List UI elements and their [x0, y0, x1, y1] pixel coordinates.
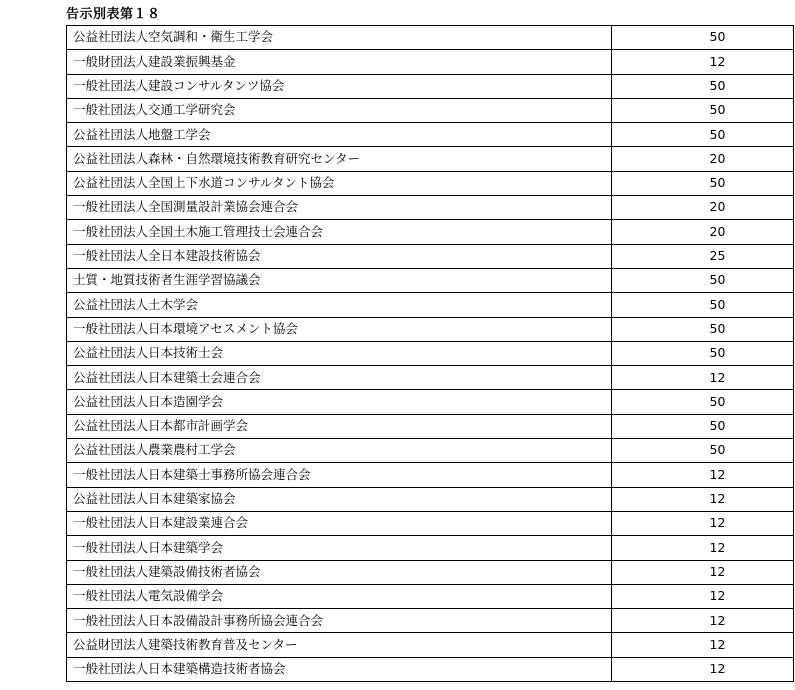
value-cell: 50 — [612, 341, 794, 365]
value-cell: 50 — [612, 317, 794, 341]
value-cell: 50 — [612, 26, 794, 50]
value-cell: 20 — [612, 220, 794, 244]
value-cell: 50 — [612, 293, 794, 317]
organization-name-cell: 一般社団法人日本建設業連合会 — [67, 511, 612, 535]
value-cell: 12 — [612, 657, 794, 681]
organization-name-cell: 公益社団法人土木学会 — [67, 293, 612, 317]
value-cell: 20 — [612, 147, 794, 171]
table-row — [67, 609, 794, 633]
value-cell: 12 — [612, 609, 794, 633]
value-cell: 12 — [612, 366, 794, 390]
table-row — [67, 536, 794, 560]
value-cell: 50 — [612, 171, 794, 195]
organization-name-cell: 公益社団法人全国上下水道コンサルタント協会 — [67, 171, 612, 195]
value-cell: 50 — [612, 98, 794, 122]
value-cell: 12 — [612, 50, 794, 74]
table-row — [67, 633, 794, 657]
table-row — [67, 317, 794, 341]
organization-name-cell: 公益社団法人日本建築家協会 — [67, 487, 612, 511]
table-row — [67, 366, 794, 390]
table-row — [67, 439, 794, 463]
table-row — [67, 171, 794, 195]
organization-name-cell: 公益社団法人地盤工学会 — [67, 123, 612, 147]
organization-name-cell: 一般社団法人日本建築学会 — [67, 536, 612, 560]
organization-name-cell: 一般社団法人電気設備学会 — [67, 584, 612, 608]
table-row — [67, 511, 794, 535]
value-cell: 25 — [612, 244, 794, 268]
table-row — [67, 657, 794, 681]
organization-name-cell: 一般社団法人日本環境アセスメント協会 — [67, 317, 612, 341]
value-cell: 50 — [612, 268, 794, 292]
table-row — [67, 487, 794, 511]
table-caption: 告示別表第１８ — [66, 7, 161, 22]
value-cell: 12 — [612, 487, 794, 511]
organization-name-cell: 一般社団法人全国土木施工管理技士会連合会 — [67, 220, 612, 244]
value-cell: 12 — [612, 560, 794, 584]
organization-name-cell: 一般社団法人交通工学研究会 — [67, 98, 612, 122]
organization-name-cell: 公益社団法人森林・自然環境技術教育研究センター — [67, 147, 612, 171]
table-row — [67, 50, 794, 74]
organization-name-cell: 一般社団法人建設コンサルタンツ協会 — [67, 74, 612, 98]
organization-name-cell: 公益財団法人建築技術教育普及センター — [67, 633, 612, 657]
table-body — [67, 26, 794, 682]
table-row — [67, 123, 794, 147]
table-row — [67, 390, 794, 414]
table-row — [67, 196, 794, 220]
value-cell: 12 — [612, 511, 794, 535]
table-row — [67, 293, 794, 317]
organization-name-cell: 一般社団法人全国測量設計業協会連合会 — [67, 196, 612, 220]
organization-name-cell: 土質・地質技術者生涯学習協議会 — [67, 268, 612, 292]
value-cell: 50 — [612, 390, 794, 414]
value-cell: 12 — [612, 633, 794, 657]
value-cell: 12 — [612, 584, 794, 608]
organization-name-cell: 一般社団法人日本建築構造技術者協会 — [67, 657, 612, 681]
value-cell: 50 — [612, 74, 794, 98]
table-row — [67, 26, 794, 50]
table-row — [67, 74, 794, 98]
table-row — [67, 560, 794, 584]
organization-name-cell: 公益社団法人農業農村工学会 — [67, 439, 612, 463]
organization-name-cell: 一般財団法人建設業振興基金 — [67, 50, 612, 74]
table-row — [67, 244, 794, 268]
value-cell: 50 — [612, 439, 794, 463]
value-cell: 20 — [612, 196, 794, 220]
table-row — [67, 220, 794, 244]
value-cell: 12 — [612, 463, 794, 487]
organization-name-cell: 公益社団法人空気調和・衛生工学会 — [67, 26, 612, 50]
table-row — [67, 147, 794, 171]
value-cell: 12 — [612, 536, 794, 560]
organization-name-cell: 公益社団法人日本建築士会連合会 — [67, 366, 612, 390]
organization-name-cell: 一般社団法人全日本建設技術協会 — [67, 244, 612, 268]
table-row — [67, 98, 794, 122]
table-row — [67, 414, 794, 438]
organization-name-cell: 公益社団法人日本造園学会 — [67, 390, 612, 414]
organization-name-cell: 一般社団法人日本建築士事務所協会連合会 — [67, 463, 612, 487]
organization-name-cell: 一般社団法人建築設備技術者協会 — [67, 560, 612, 584]
value-cell: 50 — [612, 414, 794, 438]
organization-name-cell: 公益社団法人日本都市計画学会 — [67, 414, 612, 438]
table-row — [67, 341, 794, 365]
organization-name-cell: 一般社団法人日本設備設計事務所協会連合会 — [67, 609, 612, 633]
organization-name-cell: 公益社団法人日本技術士会 — [67, 341, 612, 365]
organization-table — [66, 25, 794, 682]
value-cell: 50 — [612, 123, 794, 147]
table-row — [67, 268, 794, 292]
table-row — [67, 584, 794, 608]
table-row — [67, 463, 794, 487]
